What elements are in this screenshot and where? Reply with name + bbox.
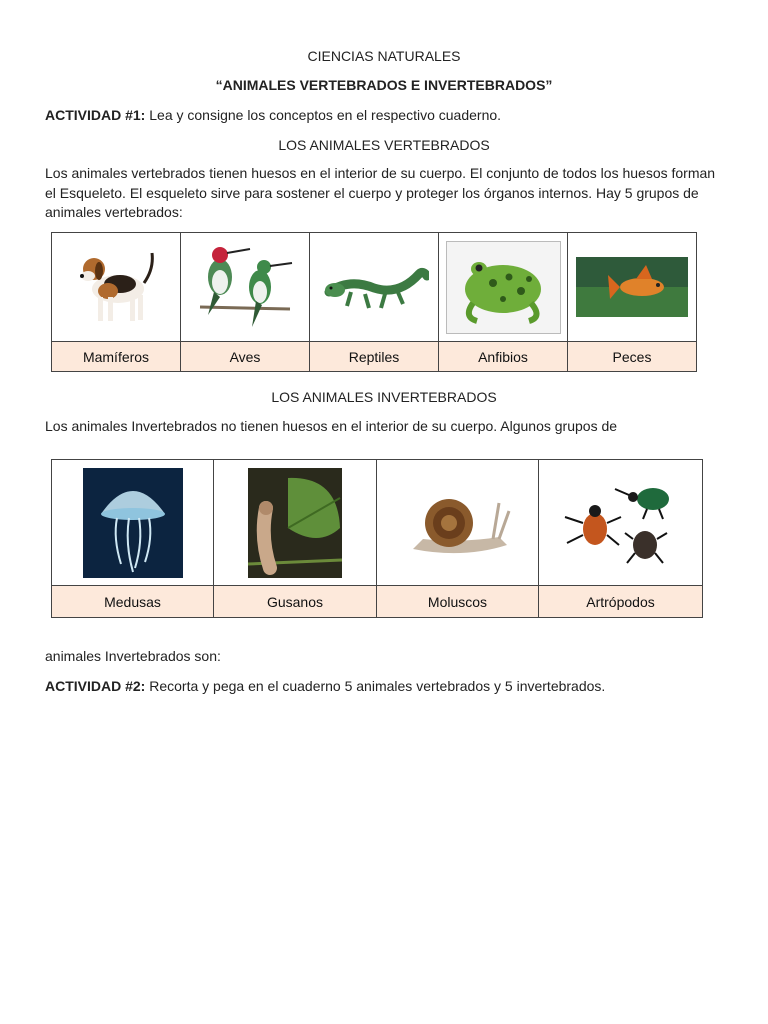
fish-icon bbox=[576, 257, 688, 317]
invertebrates-paragraph-end: animales Invertebrados son: bbox=[45, 648, 221, 664]
vertebrate-label-anfibios: Anfibios bbox=[439, 342, 568, 372]
snail-icon bbox=[403, 483, 513, 563]
vertebrate-label-peces: Peces bbox=[568, 342, 697, 372]
invertebrate-image-cell bbox=[52, 460, 214, 586]
vertebrates-paragraph: Los animales vertebrados tienen huesos en el interior de su cuerpo. El conjunto de todos los huesos forman el Esqueleto. El esqueleto sirve para sostener el cuerpo y proteger los órganos internos. Hay 5 grupos de animales vertebrados: bbox=[45, 165, 716, 220]
beetles-icon bbox=[559, 477, 683, 569]
vertebrate-image-cell bbox=[439, 233, 568, 342]
iguana-icon bbox=[319, 252, 429, 322]
vertebrate-image-cell bbox=[181, 233, 310, 342]
activity-1 bbox=[45, 105, 725, 125]
page-title: “ANIMALES VERTEBRADOS E INVERTEBRADOS” bbox=[215, 77, 553, 93]
invertebrate-label-gusanos: Gusanos bbox=[214, 586, 377, 618]
vertebrate-label-aves: Aves bbox=[181, 342, 310, 372]
invertebrate-label-moluscos: Moluscos bbox=[377, 586, 539, 618]
activity-1-text: Lea y consigne los conceptos en el respectivo cuaderno. bbox=[145, 107, 502, 123]
frog-icon bbox=[453, 247, 553, 327]
subject-heading: CIENCIAS NATURALES bbox=[307, 48, 461, 64]
vertebrate-image-cell bbox=[568, 233, 697, 342]
vertebrate-image-cell bbox=[52, 233, 181, 342]
vertebrate-label-reptiles: Reptiles bbox=[310, 342, 439, 372]
invertebrates-paragraph: Los animales Invertebrados no tienen huesos en el interior de su cuerpo. Algunos grupos de bbox=[45, 418, 618, 434]
invertebrates-table bbox=[51, 459, 703, 618]
hummingbirds-icon bbox=[190, 237, 300, 337]
vertebrate-label-mamiferos: Mamíferos bbox=[52, 342, 181, 372]
vertebrate-image-cell bbox=[310, 233, 439, 342]
vertebrates-heading: LOS ANIMALES VERTEBRADOS bbox=[278, 137, 490, 153]
invertebrate-label-artropodos: Artrópodos bbox=[539, 586, 703, 618]
worm-icon bbox=[248, 468, 342, 578]
invertebrate-label-medusas: Medusas bbox=[52, 586, 214, 618]
invertebrate-image-cell bbox=[539, 460, 703, 586]
invertebrate-image-cell bbox=[214, 460, 377, 586]
dog-icon bbox=[68, 239, 164, 335]
activity-2 bbox=[45, 676, 725, 696]
jellyfish-icon bbox=[83, 468, 183, 578]
invertebrate-image-cell bbox=[377, 460, 539, 586]
activity-1-label: ACTIVIDAD #1: bbox=[45, 107, 146, 123]
activity-2-text: Recorta y pega en el cuaderno 5 animales vertebrados y 5 invertebrados. bbox=[145, 678, 606, 694]
invertebrates-heading: LOS ANIMALES INVERTEBRADOS bbox=[271, 389, 497, 405]
activity-2-label: ACTIVIDAD #2: bbox=[45, 678, 146, 694]
vertebrates-table bbox=[51, 232, 697, 372]
